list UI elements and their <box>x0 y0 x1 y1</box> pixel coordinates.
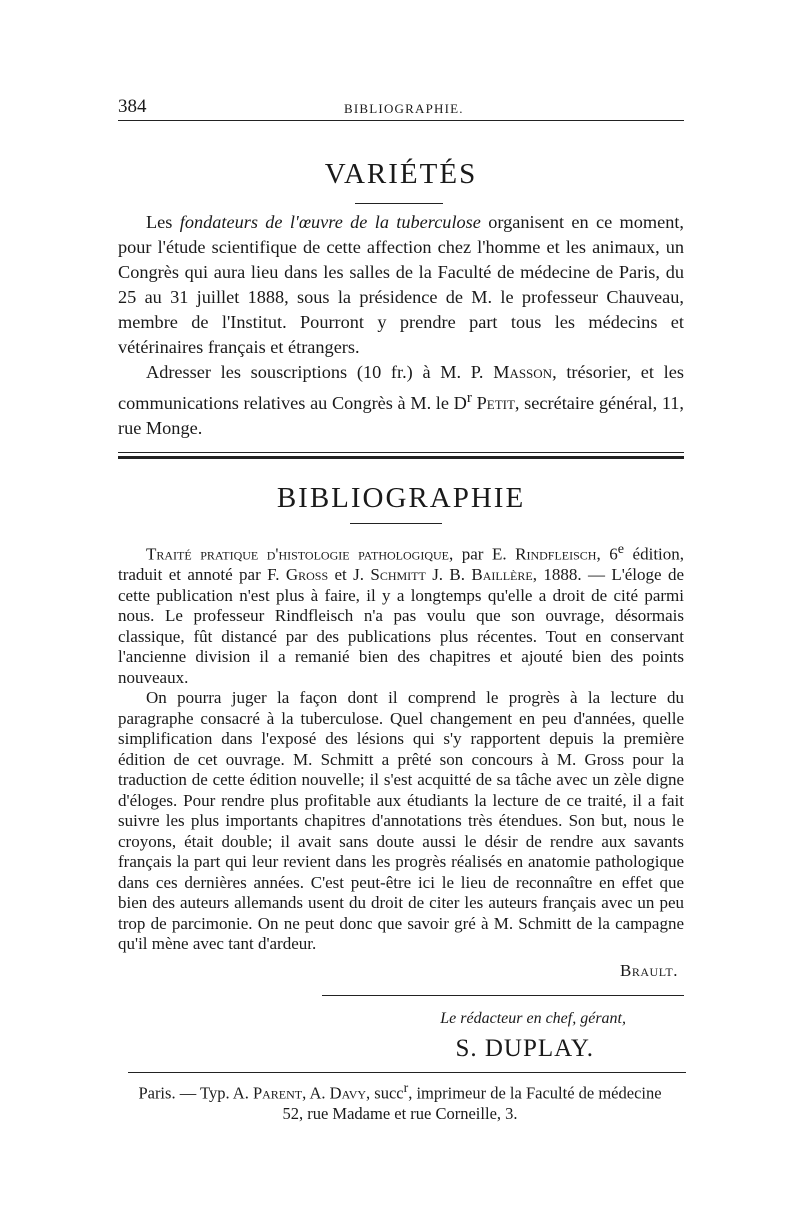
divider-thin-line <box>118 452 684 453</box>
text-run: édition, traduit et annoté par F. <box>118 544 685 585</box>
name-masson: Masson <box>493 362 553 382</box>
text-run: , succ <box>366 1083 404 1103</box>
text-run: , trésorier, et les communications relatives au Congrès à M. le D <box>118 362 684 414</box>
varietes-section <box>118 210 684 441</box>
page-header <box>118 96 684 120</box>
review-signature: Brault. <box>620 960 678 980</box>
text-run: organisent en ce moment, pour l'étude scientifique de cette affection chez l'homme et les animaux, un Congrès qui aura lieu dans les salles de la Faculté de médecine de Paris, du 25 au 31 juillet 1888, sous la présidence de M. le professeur Chauveau, membre de l'Institut. Pourront y prendre part tous les médecins et vétérinaires français et étrangers. <box>118 212 685 357</box>
editor-name: S. DUPLAY. <box>455 1035 594 1062</box>
bibliographie-paragraph-1 <box>118 539 684 688</box>
divider-thick-line <box>118 456 684 459</box>
text-run: , par E. <box>448 544 516 564</box>
text-run: J. B. <box>425 565 472 585</box>
text-run: , imprimeur de la Faculté de médecine <box>408 1083 662 1103</box>
section-title-varietes: VARIÉTÉS <box>324 158 478 190</box>
text-run: Adresser les souscriptions (10 fr.) à M. P. <box>146 362 494 382</box>
editor-role: Le rédacteur en chef, gérant, <box>440 1010 626 1027</box>
name-petit: Petit <box>471 393 515 414</box>
italic-run: fondateurs de l'œuvre de la tuberculose <box>179 212 481 232</box>
page-number: 384 <box>118 96 147 117</box>
text-run: , A. <box>302 1083 330 1103</box>
title-underline <box>355 203 443 204</box>
superscript: e <box>617 541 625 557</box>
section-title-bibliographie: BIBLIOGRAPHIE <box>276 482 526 514</box>
text-run: Les <box>146 212 180 232</box>
superscript: r <box>403 1080 409 1095</box>
title-underline <box>350 523 442 524</box>
varietes-paragraph-1 <box>118 210 684 360</box>
bibliographie-paragraph-2: On pourra juger la façon dont il comprend le progrès à la lecture du paragraphe consacré à la tuberculose. Quel changement en peu d'années, quelle simplification dans l'exposé des lésions qui s'y rapportent depuis la première édition de cet ouvrage. M. Schmitt a prêté son concours à M. Gross pour la traduction de cette édition nouvelle; il s'est acquitté de sa tâche avec un zèle digne d'éloges. Pour rendre plus profitable aux étudiants la lecture de ce traité, il a fait suivre les plus importants chapitres d'annotations très étendues. Son but, nous le croyons, était double; il avait sans doute aussi le désir de rendre aux savants français la part qui leur revient dans les progrès réalisés en anatomie pathologique dans ces dernières années. C'est peut-être ici le lieu de reconnaître en effet que bien des auteurs allemands usent du droit de citer les auteurs français avec un peu trop de parcimonie. On ne peut donc que savoir gré à M. Schmitt de la campagne qu'il mène avec tant d'ardeur. <box>118 688 684 954</box>
text-run: , secrétaire général, 11, rue Monge. <box>118 393 685 439</box>
imprint-line-1 <box>100 1078 700 1104</box>
translator-gross: Gross <box>285 565 329 585</box>
varietes-paragraph-2 <box>118 360 684 441</box>
printer-davy: Davy <box>329 1083 367 1103</box>
text-run: Paris. — Typ. A. <box>138 1083 253 1103</box>
book-title: Traité pratique d'histologie pathologique <box>146 544 449 564</box>
text-run: , 6 <box>596 544 618 564</box>
printer-imprint <box>100 1078 700 1124</box>
running-head: BIBLIOGRAPHIE. <box>344 101 464 116</box>
signature-rule <box>322 995 684 996</box>
section-divider <box>118 452 684 460</box>
translator-schmitt: Schmitt <box>370 565 426 585</box>
publisher-name: Baillère <box>471 565 533 585</box>
text-run: et J. <box>328 565 371 585</box>
superscript: r <box>466 389 472 406</box>
imprint-line-2: 52, rue Madame et rue Corneille, 3. <box>282 1103 518 1123</box>
printer-parent: Parent <box>252 1083 303 1103</box>
footer-rule <box>128 1072 686 1073</box>
header-rule <box>118 120 684 121</box>
bibliographie-section <box>118 539 684 981</box>
text-run: , 1888. — L'éloge de cette publication n'est plus à faire, il y a longtemps qu'elle a droit de cité parmi nous. Le professeur Rindfleisch n'a pas voulu que son ouvrage, désormais classique, fût distancé par des publications plus récentes. Tout en conservant l'ancienne division il a remanié bien des chapitres et ajouté bien des points nouveaux. <box>118 565 684 687</box>
author-name: Rindfleisch <box>515 544 597 564</box>
